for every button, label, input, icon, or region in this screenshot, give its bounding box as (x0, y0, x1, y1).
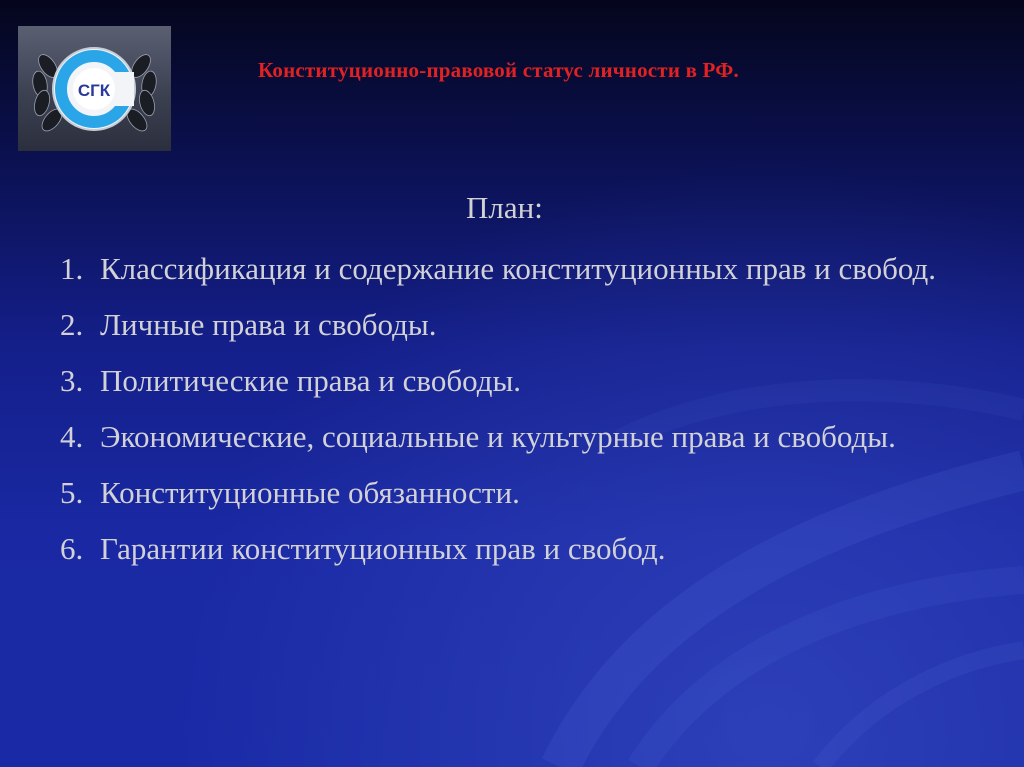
plan-list (60, 247, 960, 583)
item-text: Гарантии конституционных прав и свобод. (100, 531, 666, 566)
item-number: 1. (60, 251, 84, 286)
item-number: 2. (60, 307, 84, 342)
item-text: Конституционные обязанности. (100, 475, 520, 510)
list-item (60, 247, 960, 291)
item-text: Политические права и свободы. (100, 363, 522, 398)
list-item (60, 527, 960, 571)
item-number: 6. (60, 531, 84, 566)
logo-letters: СГК (77, 81, 111, 100)
list-item (60, 415, 960, 459)
item-number: 5. (60, 475, 84, 510)
item-number: 3. (60, 363, 84, 398)
slide-title: Конституционно-правовой статус личности в РФ. (258, 58, 739, 82)
logo (18, 26, 171, 151)
plan-heading: План: (466, 190, 543, 225)
item-text: Классификация и содержание конституционных прав и свобод. (100, 251, 937, 286)
list-item (60, 303, 960, 347)
emblem-icon (18, 26, 171, 151)
item-text: Личные права и свободы. (100, 307, 437, 342)
item-number: 4. (60, 419, 84, 454)
list-item (60, 471, 960, 515)
item-text: Экономические, социальные и культурные права и свободы. (100, 419, 896, 454)
list-item (60, 359, 960, 403)
